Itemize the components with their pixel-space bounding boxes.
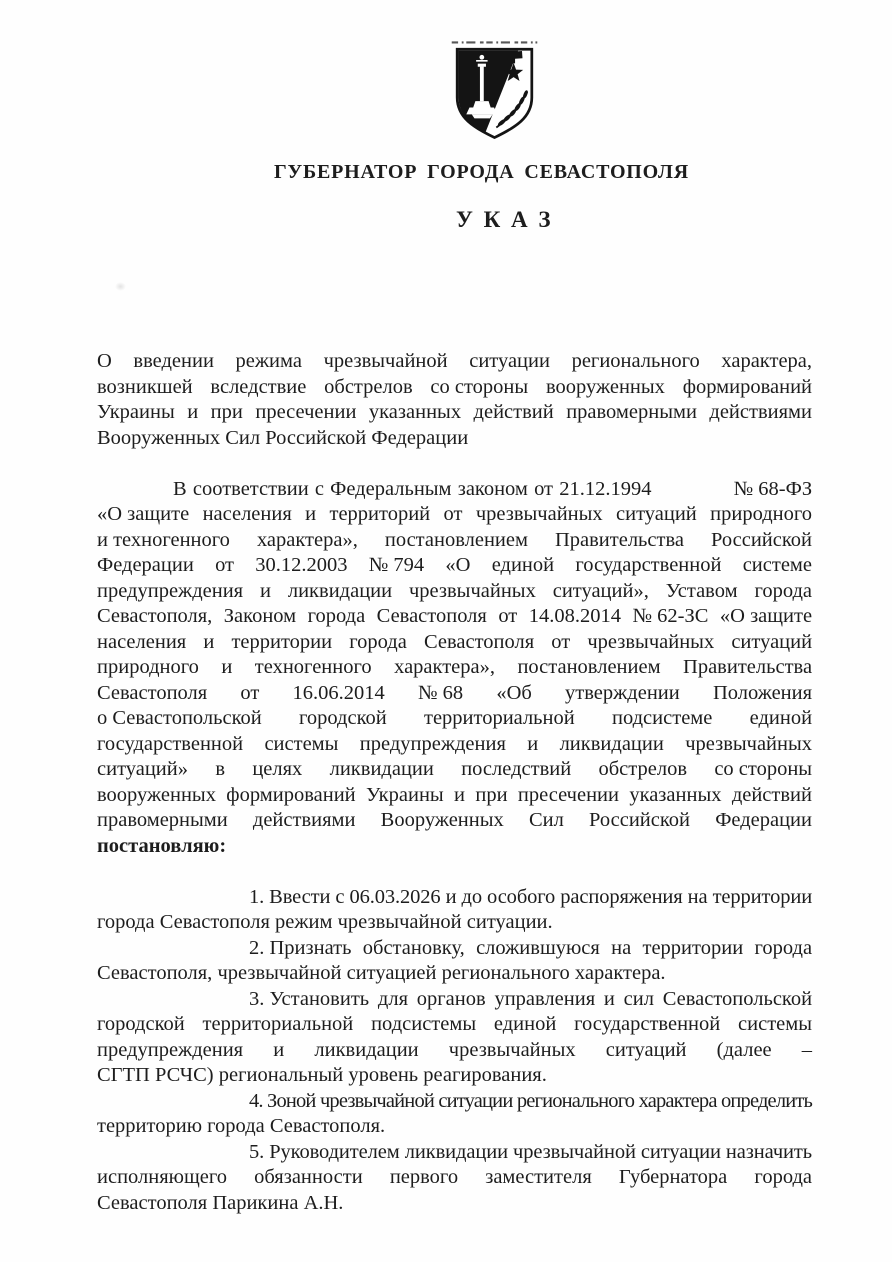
preamble-paragraph bbox=[97, 477, 812, 860]
text-line: «О защите населения и территорий от чрезвычайных ситуаций природного bbox=[97, 502, 812, 528]
text-line: Севастополя, чрезвычайной ситуацией регионального характера. bbox=[97, 962, 666, 984]
text-line: городской территориальной подсистемы единой государственной системы bbox=[97, 1013, 813, 1035]
text-line: Севастополя Парикина А.Н. bbox=[97, 1191, 344, 1214]
decree-item-5 bbox=[97, 1140, 812, 1217]
subject-paragraph bbox=[97, 349, 812, 451]
no-break-group: со стороны bbox=[714, 758, 813, 780]
text-line: предупреждения и ликвидации чрезвычайных ситуаций», Уставом города bbox=[97, 579, 813, 602]
no-break-group: 5. Руководителем bbox=[249, 1140, 400, 1163]
text-line: 1. Ввести с 06.03.2026 и до особого распоряжения на территории bbox=[97, 885, 812, 911]
text-line: Вооруженных Сил Российской Федерации bbox=[97, 426, 469, 449]
issuer-title: ГУБЕРНАТОР ГОРОДА СЕВАСТОПОЛЯ bbox=[274, 161, 689, 183]
text-line: О введении режима чрезвычайной ситуации регионального характера, bbox=[97, 350, 813, 372]
no-break-group: № 68-ФЗ bbox=[733, 477, 813, 500]
text-line: правомерными действиями Вооруженных Сил Российской Федерации bbox=[97, 809, 813, 831]
no-break-group: со стороны bbox=[430, 375, 529, 398]
text-line: города Севастополя режим чрезвычайной ситуации. bbox=[97, 911, 553, 933]
document-body bbox=[97, 349, 812, 1216]
no-break-group: № 62-ЗС bbox=[632, 605, 709, 627]
text-line: СГТП РСЧС) региональный уровень реагирования. bbox=[97, 1064, 547, 1086]
sevastopol-coat-of-arms-icon bbox=[449, 36, 540, 149]
text-line: 2. Признать обстановку, сложившуюся на территории города bbox=[97, 936, 812, 962]
text-line: государственной системы предупреждения и ликвидации чрезвычайных bbox=[97, 732, 813, 755]
document-type-title: У К А З bbox=[455, 207, 554, 232]
scan-smudge-artifact bbox=[115, 282, 126, 291]
text-line: возникшей вследствие обстрелов со стороны вооруженных формирований bbox=[97, 375, 812, 401]
text-line: предупреждения и ликвидации чрезвычайных ситуаций (далее – bbox=[97, 1038, 813, 1061]
text-line: ситуаций» в целях ликвидации последствий обстрелов со стороны bbox=[97, 757, 812, 783]
text-line: и техногенного характера», постановлением Правительства Российской bbox=[97, 528, 812, 554]
no-break-group: «О защите bbox=[97, 503, 190, 525]
no-break-group: и техногенного bbox=[97, 528, 230, 551]
no-break-group: о Севастопольской bbox=[97, 707, 262, 729]
text-line: населения и территории города Севастополя от чрезвычайных ситуаций bbox=[97, 630, 813, 653]
no-break-group: 1. Ввести bbox=[249, 885, 331, 908]
text-line: вооруженных формирований Украины и при пресечении указанных действий bbox=[97, 783, 812, 806]
text-line: природного и техногенного характера», постановлением Правительства bbox=[97, 656, 813, 678]
no-break-group: 3. Установить bbox=[249, 987, 370, 1010]
text-line: 4. Зоной чрезвычайной ситуации регионального характера определить bbox=[97, 1089, 812, 1115]
text-line: Федерации от 30.12.2003 № 794 «О единой государственной системе bbox=[97, 553, 812, 579]
decree-item-3 bbox=[97, 987, 812, 1089]
decree-item-2 bbox=[97, 936, 812, 987]
no-break-group: «О защите bbox=[719, 605, 813, 627]
no-break-group: № 68 bbox=[417, 681, 464, 704]
text-line: Севастополя от 16.06.2014 № 68 «Об утверждении Положения bbox=[97, 681, 812, 707]
text-line: 5. Руководителем ликвидации чрезвычайной ситуации назначить bbox=[97, 1140, 812, 1166]
no-break-group: 2. Признать bbox=[249, 936, 352, 959]
text-line: территорию города Севастополя. bbox=[97, 1115, 386, 1137]
text-line: В соответствии с Федеральным законом от 21.12.1994 № 68-ФЗ bbox=[97, 477, 812, 503]
text-line: постановляю: bbox=[97, 834, 227, 857]
decree-item-1 bbox=[97, 885, 812, 936]
text-line: исполняющего обязанности первого заместителя Губернатора города bbox=[97, 1166, 813, 1188]
text-line: 3. Установить для органов управления и сил Севастопольской bbox=[97, 987, 812, 1013]
decree-item-4 bbox=[97, 1089, 812, 1140]
text-line: Севастополя, Законом города Севастополя от 14.08.2014 № 62-ЗС «О защите bbox=[97, 604, 812, 630]
no-break-group: 4. Зоной bbox=[249, 1089, 316, 1112]
text-line: Украины и при пресечении указанных действий правомерными действиями bbox=[97, 401, 812, 423]
no-break-group: № 794 bbox=[368, 554, 425, 576]
text-line: о Севастопольской городской территориальной подсистеме единой bbox=[97, 706, 812, 732]
